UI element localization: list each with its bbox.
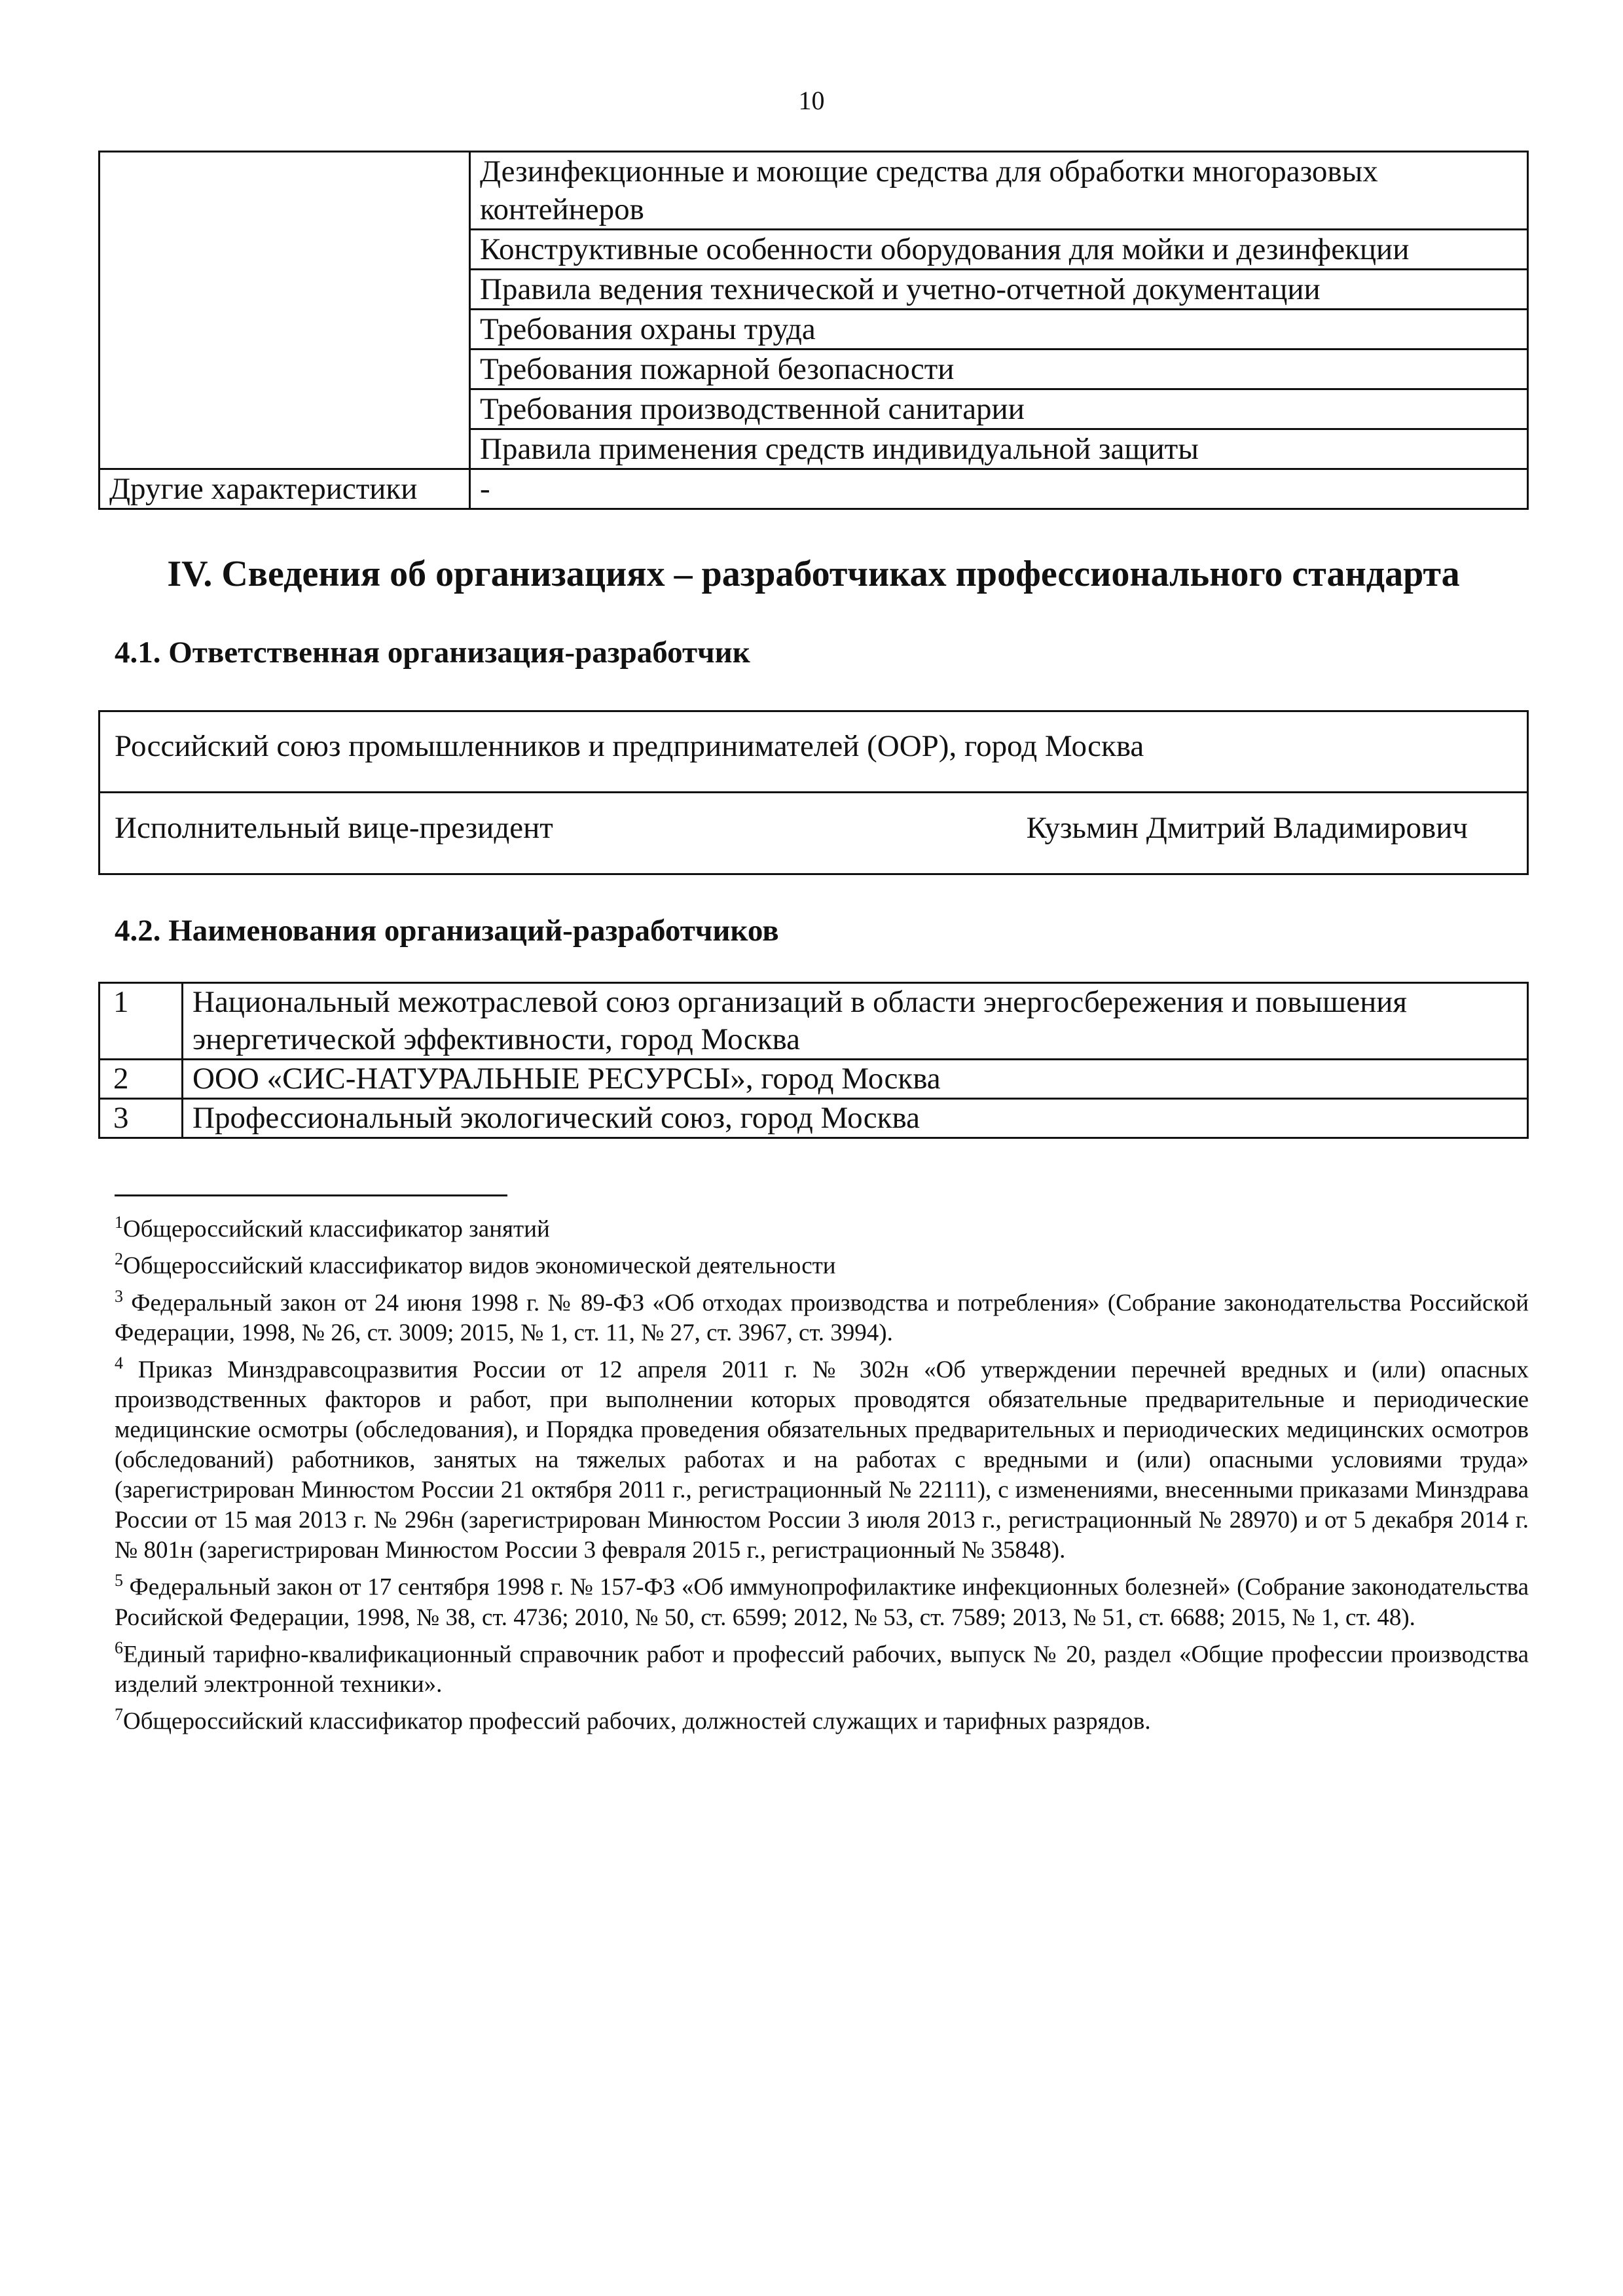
developer-number: 2 <box>100 1060 183 1099</box>
footnote-text: Приказ Минздравсоцразвития России от 12 апреля 2011 г. № 302н «Об утверждении перечней вредных и (или) опасных производственных факторов и работ, при выполнении которых проводятся обязательные предварительные и периодические медицинские осмотры (обследования), и Порядка проведения обязательных предварительных и периодических медицинских осмотров (обследований) работников, занятых на тяжелых работах и на работах с вредными и (или) опасными условиями труда» (зарегистрирован Минюстом России 21 октября 2011 г., регистрационный № 22111), с изменениями, внесенными приказами Минздрава России от 15 мая 2013 г. № 296н (зарегистрирован Минюстом России 3 июля 2013 г., регистрационный № 28970) и от 5 декабря 2014 г. № 801н (зарегистрирован Минюстом России 3 февраля 2015 г., регистрационный № 35848). <box>115 1356 1529 1564</box>
footnote-text: Федеральный закон от 24 июня 1998 г. № 89-ФЗ «Об отходах производства и потребления» (Собрание законодательства Российской Федерации, 1998, № 26, ст. 3009; 2015, № 1, ст. 11, № 27, ст. 3967, ст. 3994). <box>115 1289 1529 1346</box>
footnote-text: Общероссийский классификатор профессий рабочих, должностей служащих и тарифных разрядов. <box>123 1708 1151 1735</box>
table-row <box>100 983 1528 1060</box>
table-row <box>100 1099 1528 1138</box>
developer-name: Профессиональный экологический союз, город Москва <box>183 1099 1528 1138</box>
table-row: Требования охраны труда <box>470 310 1528 350</box>
footnote-text: Общероссийский классификатор занятий <box>123 1215 550 1243</box>
knowledge-table <box>98 151 1529 510</box>
subsection-4-2-heading: 4.2. Наименования организаций-разработчиков <box>115 914 779 948</box>
developer-name: ООО «СИС-НАТУРАЛЬНЫЕ РЕСУРСЫ», город Москва <box>183 1060 1528 1099</box>
footnote-mark: 4 <box>115 1353 123 1372</box>
footnote <box>115 1244 1529 1281</box>
footnote-mark: 3 <box>115 1286 123 1306</box>
footnote-text: Федеральный закон от 17 сентября 1998 г. № 157-ФЗ «Об иммунопрофилактике инфекционных болезней» (Собрание законодательства Росийской Федерации, 1998, № 38, ст. 4736; 2010, № 50, ст. 6599; 2012, № 53, ст. 7589; 2013, № 51, ст. 6688; 2015, № 1, ст. 48). <box>115 1573 1529 1631</box>
footnote-mark: 7 <box>115 1704 123 1724</box>
developer-number: 1 <box>100 983 183 1060</box>
footnote <box>115 1700 1529 1736</box>
footnote-separator <box>115 1194 507 1196</box>
section-heading: IV. Сведения об организациях – разработчиках профессионального стандарта <box>167 554 1460 594</box>
table-row: Дезинфекционные и моющие средства для обработки многоразовых контейнеров <box>470 152 1528 230</box>
footnote <box>115 1282 1529 1348</box>
footnote-text: Общероссийский классификатор видов экономической деятельности <box>123 1252 836 1280</box>
page-number: 10 <box>798 86 825 115</box>
footnote <box>115 1633 1529 1700</box>
organization-name: Российский союз промышленников и предпринимателей (ООР), город Москва <box>115 729 1144 763</box>
subsection-4-1-heading: 4.1. Ответственная организация-разработчик <box>115 636 750 670</box>
footnote <box>115 1348 1529 1566</box>
developer-name: Национальный межотраслевой союз организаций в области энергосбережения и повышения энергетической эффективности, город Москва <box>183 983 1528 1060</box>
other-characteristics-value: - <box>470 469 1528 509</box>
footnotes <box>115 1208 1529 1736</box>
developers-table <box>98 982 1529 1139</box>
footnote-mark: 1 <box>115 1213 123 1232</box>
footnote-mark: 6 <box>115 1638 123 1657</box>
divider <box>100 791 1527 793</box>
signatory-position: Исполнительный вице-президент <box>115 811 553 845</box>
footnote-text: Единый тарифно-квалификационный справочник работ и профессий рабочих, выпуск № 20, раздел «Общие профессии производства изделий электронной техники». <box>115 1640 1529 1698</box>
table-row <box>100 1060 1528 1099</box>
other-characteristics-label: Другие характеристики <box>100 469 470 509</box>
developer-number: 3 <box>100 1099 183 1138</box>
footnote <box>115 1208 1529 1244</box>
table-row: Конструктивные особенности оборудования для мойки и дезинфекции <box>470 230 1528 270</box>
footnote-mark: 2 <box>115 1249 123 1269</box>
signatory-name: Кузьмин Дмитрий Владимирович <box>1026 811 1468 845</box>
table-row: Правила применения средств индивидуальной защиты <box>470 429 1528 469</box>
table-empty-cell <box>100 152 470 469</box>
table-row: Требования пожарной безопасности <box>470 350 1528 389</box>
table-row: Требования производственной санитарии <box>470 389 1528 429</box>
footnote <box>115 1566 1529 1632</box>
table-row: Правила ведения технической и учетно-отчетной документации <box>470 270 1528 310</box>
responsible-organization-box <box>98 710 1529 875</box>
footnote-mark: 5 <box>115 1571 123 1590</box>
